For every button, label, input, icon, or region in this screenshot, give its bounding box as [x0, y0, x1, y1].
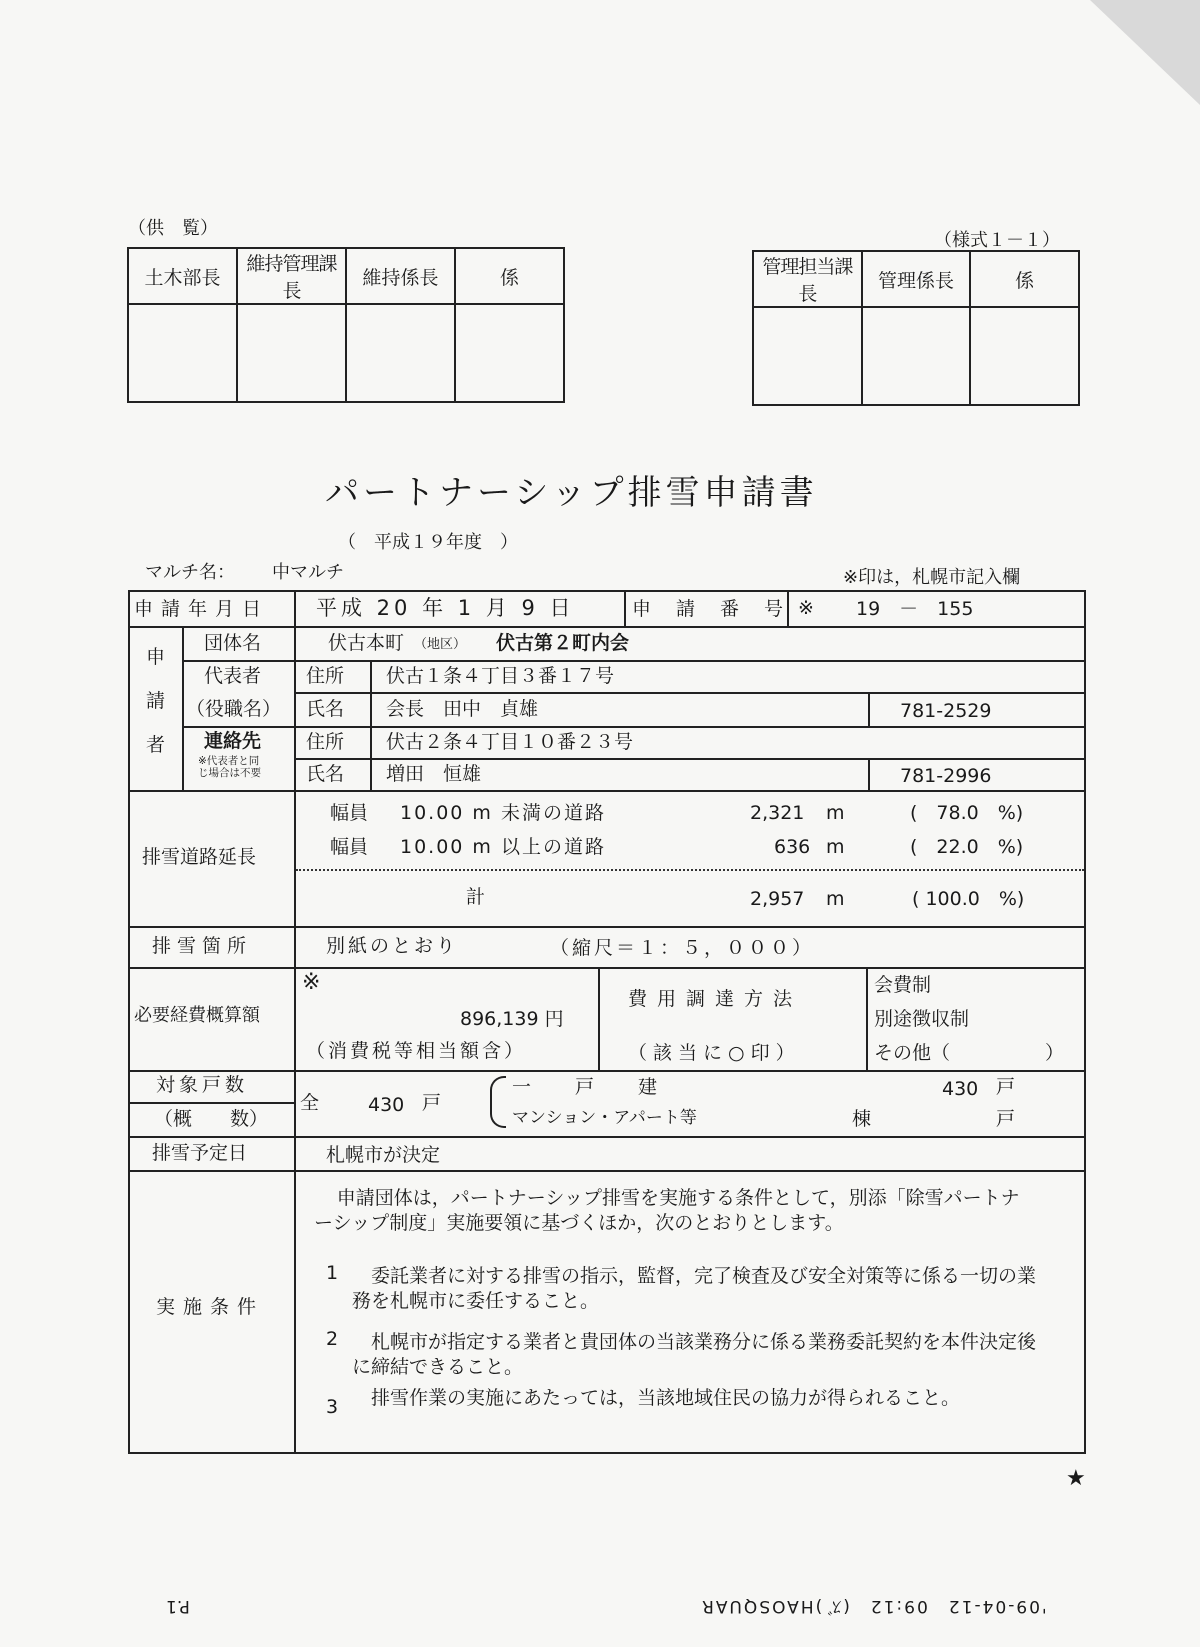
cost-label: 必要経費概算額 — [134, 1005, 260, 1026]
road-row1-length: 2,321 — [750, 802, 805, 824]
condition-3-num: 3 — [326, 1396, 339, 1418]
fax-header: '09-04-12 09:12 (ｽﾞ)HAOSQUAR — [700, 1596, 1047, 1616]
multi-label: マルチ名： — [145, 562, 235, 583]
conditions-intro: 申請団体は，パートナーシップ排雪を実施する条件として，別添「除雪パートナーシップ制度」実施要領に基づくほか，次のとおりとします。 — [314, 1187, 1020, 1234]
number-value: 19 － 155 — [856, 598, 974, 620]
road-label: 排雪道路延長 — [142, 846, 257, 868]
fiscal-year: （ 平成１９年度 ） — [338, 532, 518, 553]
contact-address-label: 住所 — [306, 731, 345, 753]
applicant-side-1: 申 — [146, 646, 166, 668]
condition-1-text: 委託業者に対する排雪の指示，監督，完了検査及び安全対策等に係る一切の業務を札幌市に委任すること。 — [352, 1265, 1037, 1312]
contact-name-label: 氏名 — [306, 763, 345, 785]
stamp-staff: 係 — [455, 248, 564, 304]
contact-note-1: ※代表者と同 — [198, 755, 260, 767]
condition-2-text: 札幌市が指定する業者と貴団体の当該業務分に係る業務委託契約を本件決定後に締結できること。 — [352, 1331, 1037, 1378]
households-brace — [490, 1076, 506, 1128]
group-district: 伏古本町 — [328, 632, 405, 654]
number-mark: ※ — [798, 597, 814, 619]
road-total-label: 計 — [466, 886, 486, 908]
schedule-value: 札幌市が決定 — [326, 1144, 441, 1166]
road-row2-pct: ( 22.0 %) — [910, 836, 1024, 858]
households-total-value: 430 — [368, 1094, 405, 1116]
stamp-maintenance-chief: 維持係長 — [346, 248, 455, 304]
households-total-unit: 戸 — [422, 1092, 442, 1114]
road-row2-desc: 10.00 m 以上の道路 — [400, 836, 606, 858]
application-form — [128, 590, 1086, 1454]
approval-stamp-left — [127, 247, 565, 403]
stamp-civil-director: 土木部長 — [128, 248, 237, 304]
location-label: 排雪箇所 — [152, 935, 253, 957]
applicant-side-3: 者 — [146, 734, 166, 756]
cost-method-label: 費用調達方法 — [628, 988, 803, 1010]
contact-name: 増田 恒雄 — [386, 763, 482, 785]
rep-address-label: 住所 — [306, 665, 345, 687]
stamp-maintenance-manager: 維持管理課長 — [237, 248, 346, 304]
location-value: 別紙のとおり — [326, 935, 459, 957]
rep-role-label: （役職名） — [186, 698, 282, 720]
road-row1-width-label: 幅員 — [330, 802, 369, 824]
conditions-label: 実施条件 — [156, 1296, 265, 1318]
cost-option-separate: 別途徴収制 — [874, 1008, 970, 1030]
households-label-2: （概 数） — [154, 1108, 269, 1130]
stamp-staff-right: 係 — [970, 251, 1079, 307]
road-row2-width-label: 幅員 — [330, 836, 369, 858]
applicant-side-2: 請 — [146, 690, 166, 712]
rep-phone: 781-2529 — [900, 700, 992, 722]
approval-stamp-right — [752, 250, 1080, 406]
households-row1-unit: 戸 — [996, 1076, 1016, 1098]
date-value: 平成 20 年 1 月 9 日 — [316, 596, 575, 620]
page-title: パートナーシップ排雪申請書 — [325, 473, 818, 513]
cost-option-other: その他（ ） — [874, 1042, 1065, 1064]
cost-mark: ※ — [302, 970, 321, 995]
cost-tax-note: （消費税等相当額含） — [306, 1040, 527, 1062]
households-row2-unit1: 棟 — [852, 1108, 872, 1130]
households-label: 対象戸数 — [156, 1074, 249, 1096]
location-scale: （縮尺＝１：５，０００） — [550, 937, 815, 959]
households-row1-label: 一 戸 建 — [512, 1076, 660, 1098]
road-row1-desc: 10.00 m 未満の道路 — [400, 802, 606, 824]
page-number: P.1 — [166, 1596, 190, 1616]
form-code: （様式１－１） — [934, 230, 1060, 251]
kaikan-label: （供 覧） — [128, 218, 218, 239]
road-total-unit: m — [826, 888, 845, 910]
cost-method-note: （該当に○印） — [628, 1042, 801, 1064]
road-row1-pct: ( 78.0 %) — [910, 802, 1024, 824]
stamp-management-manager: 管理担当課長 — [753, 251, 862, 307]
contact-label: 連絡先 — [204, 730, 262, 752]
star-mark: ★ — [1066, 1466, 1086, 1491]
rep-name-label: 氏名 — [306, 698, 345, 720]
road-total-pct: ( 100.0 %) — [912, 888, 1025, 910]
multi-value: 中マルチ — [272, 562, 344, 583]
households-total-prefix: 全 — [300, 1092, 320, 1114]
page-corner-fold — [1090, 0, 1200, 105]
contact-note-2: じ場合は不要 — [198, 767, 261, 779]
schedule-label: 排雪予定日 — [152, 1142, 248, 1164]
date-label: 申請年月日 — [134, 598, 270, 620]
stamp-management-chief: 管理係長 — [862, 251, 971, 307]
rep-name: 会長 田中 貞雄 — [386, 698, 539, 720]
condition-2-num: 2 — [326, 1328, 339, 1350]
road-row1-unit: m — [826, 802, 845, 824]
cost-option-membership: 会費制 — [874, 974, 932, 996]
road-row2-length: 636 — [774, 836, 811, 858]
households-row1-value: 430 — [942, 1078, 979, 1100]
group-label: 団体名 — [204, 632, 262, 654]
road-total-length: 2,957 — [750, 888, 805, 910]
contact-address: 伏古２条４丁目１０番２３号 — [386, 731, 634, 753]
households-row2-label: マンション・アパート等 — [512, 1108, 697, 1128]
condition-1-num: 1 — [326, 1262, 339, 1284]
rep-label: 代表者 — [204, 665, 262, 687]
households-row2-unit2: 戸 — [996, 1108, 1016, 1130]
contact-phone: 781-2996 — [900, 765, 992, 787]
cost-amount: 896,139 円 — [460, 1008, 564, 1030]
rep-address: 伏古１条４丁目３番１７号 — [386, 665, 615, 687]
city-note: ※印は，札幌市記入欄 — [843, 567, 1021, 588]
road-row2-unit: m — [826, 836, 845, 858]
condition-3-text: 排雪作業の実施にあたっては，当該地域住民の協力が得られること。 — [371, 1387, 961, 1409]
group-district-tag: （地区） — [414, 637, 467, 652]
group-name: 伏古第２町内会 — [496, 632, 630, 654]
number-label: 申 請 番 号 — [632, 598, 787, 620]
